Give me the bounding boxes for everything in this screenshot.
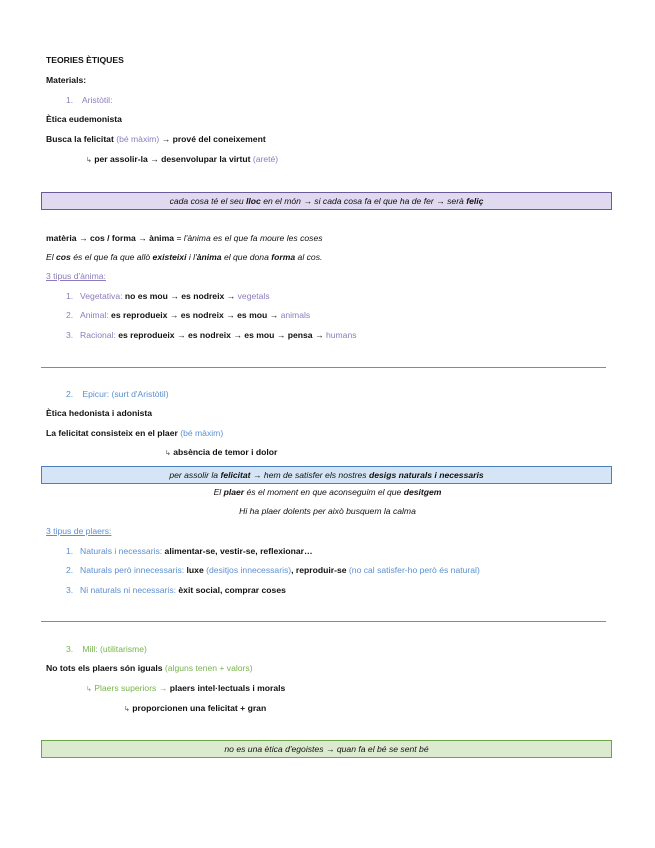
cos-g: el que dona (221, 252, 272, 262)
sub-arrow-icon: ↳ (124, 706, 130, 713)
box-text-d: feliç (466, 196, 484, 206)
list-text: alimentar-se, vestir-se, reflexionar… (162, 546, 313, 556)
mill-line-paren: (alguns tenen + valors) (164, 663, 253, 673)
materials-label: Materials: (46, 75, 87, 85)
fel-paren: (bé màxim) (180, 428, 224, 438)
cos-f: ànima (196, 252, 222, 262)
busca-paren: (bé màxim) (116, 134, 160, 144)
mill-line (46, 662, 253, 674)
list-name: Vegetativa: (80, 291, 123, 301)
cos-h: forma (271, 252, 296, 262)
plaer-line (0, 486, 655, 498)
list-item (66, 309, 310, 321)
epicur-callout-box (41, 466, 612, 484)
epicur-sub (165, 446, 277, 460)
dolents-line: Hi ha plaer dolents per això busquem la calma (239, 506, 416, 516)
cos-b: cos (56, 252, 71, 262)
sub-arrow-icon: ↳ (165, 450, 171, 457)
aristotil-busca (46, 133, 266, 145)
list-number: 1. (66, 291, 74, 301)
materia-pre: matèria → cos / forma → ànima (46, 233, 174, 243)
list-paren-a: (desitjos innecessaris) (206, 565, 292, 575)
cos-line (46, 251, 322, 263)
section-aristotil-heading (66, 94, 112, 106)
materia-line (46, 232, 323, 244)
mill-callout-box: no es una ètica d'egoistes → quan fa el bé se sent bé (41, 740, 612, 758)
section-name: Aristòtil: (81, 95, 113, 105)
sup-text: plaers intel·lectuals i morals (167, 683, 286, 693)
list-text: es reprodueix → es nodreix → es mou → (108, 310, 281, 320)
cos-i: al cos. (295, 252, 323, 262)
plaer-b: plaer (223, 487, 245, 497)
list-name: Racional: (80, 330, 116, 340)
box-text-c: en el món → si cada cosa fa el que ha de fer → serà (260, 196, 467, 206)
sub-pre: per assolir-la → desenvolupar la virtut (91, 154, 253, 164)
list-item (66, 564, 480, 576)
sub-paren: (areté) (252, 154, 279, 164)
aristotil-sub (86, 153, 278, 167)
sub-text: absència de temor i dolor (170, 447, 278, 457)
list-text: no es mou → es nodreix → (122, 291, 238, 301)
list-name: Naturals però innecessaris: (80, 565, 185, 575)
box-text-b: felicitat (220, 470, 251, 480)
aristotil-callout-box (41, 192, 612, 210)
sub-arrow-icon: ↳ (86, 686, 92, 693)
cos-c: és el que fa que allò (70, 252, 153, 262)
section-name: Epicur: (surt d'Aristòtil) (82, 389, 169, 399)
section-mill-heading (66, 643, 147, 655)
list-number: 3. (66, 585, 74, 595)
prop-text: proporcionen una felicitat + gran (129, 703, 267, 713)
busca-post: → prové del coneixement (159, 134, 266, 144)
tipus-anima-heading: 3 tipus d'ànima: (46, 271, 106, 281)
box-text-c: → hem de satisfer els nostres (250, 470, 369, 480)
list-name: Animal: (80, 310, 109, 320)
section-number: 3. (66, 644, 74, 654)
cos-e: i l' (186, 252, 197, 262)
sub-arrow-icon: ↳ (86, 157, 92, 164)
list-tail: animals (280, 310, 311, 320)
list-text-a: luxe (184, 565, 207, 575)
plaer-a: El (213, 487, 224, 497)
box-text-a: cada cosa té el seu (169, 196, 246, 206)
list-text: es reprodueix → es nodreix → es mou → pensa → (115, 330, 326, 340)
box-text-d: desigs naturals i necessaris (369, 470, 484, 480)
sup-name: Plaers superiors → (91, 683, 168, 693)
section-epicur-heading (66, 388, 169, 400)
epicur-felicitat (46, 427, 223, 439)
busca-pre: Busca la felicitat (46, 134, 117, 144)
list-name: Ni naturals ni necessaris: (80, 585, 177, 595)
mill-superiors (86, 682, 285, 696)
list-number: 2. (66, 310, 74, 320)
fel-pre: La felicitat consisteix en el plaer (46, 428, 181, 438)
list-number: 3. (66, 330, 74, 340)
page-title: TEORIES ÈTIQUES (46, 55, 124, 65)
cos-a: El (46, 252, 57, 262)
section-name: Mill: (utilitarisme) (82, 644, 147, 654)
materia-post: = l'ànima es el que fa moure les coses (174, 233, 323, 243)
epicur-etica: Ètica hedonista i adonista (46, 408, 153, 418)
section-number: 1. (66, 95, 74, 105)
cos-d: existeixi (152, 252, 187, 262)
plaer-c: és el moment en que aconseguim el que (244, 487, 404, 497)
list-number: 1. (66, 546, 74, 556)
list-item (66, 584, 286, 596)
box-text-b: lloc (246, 196, 261, 206)
mill-line-pre: No tots els plaers són iguals (46, 663, 165, 673)
list-name: Naturals i necessaris: (80, 546, 163, 556)
list-item (66, 329, 357, 341)
section-number: 2. (66, 389, 74, 399)
aristotil-etica: Ètica eudemonista (46, 114, 122, 124)
list-tail: vegetals (237, 291, 270, 301)
list-text: èxit social, comprar coses (176, 585, 286, 595)
box-text-a: per assolir la (169, 470, 221, 480)
mill-proporcionen (124, 702, 266, 716)
section-divider (41, 367, 606, 368)
list-text-b: , reproduir-se (291, 565, 349, 575)
list-number: 2. (66, 565, 74, 575)
section-divider (41, 621, 606, 622)
list-item (66, 290, 270, 302)
list-tail: humans (325, 330, 357, 340)
tipus-plaers-heading: 3 tipus de plaers: (46, 526, 112, 536)
list-item (66, 545, 313, 557)
list-paren-b: (no cal satisfer-ho però és natural) (348, 565, 480, 575)
plaer-d: desitgem (403, 487, 442, 497)
